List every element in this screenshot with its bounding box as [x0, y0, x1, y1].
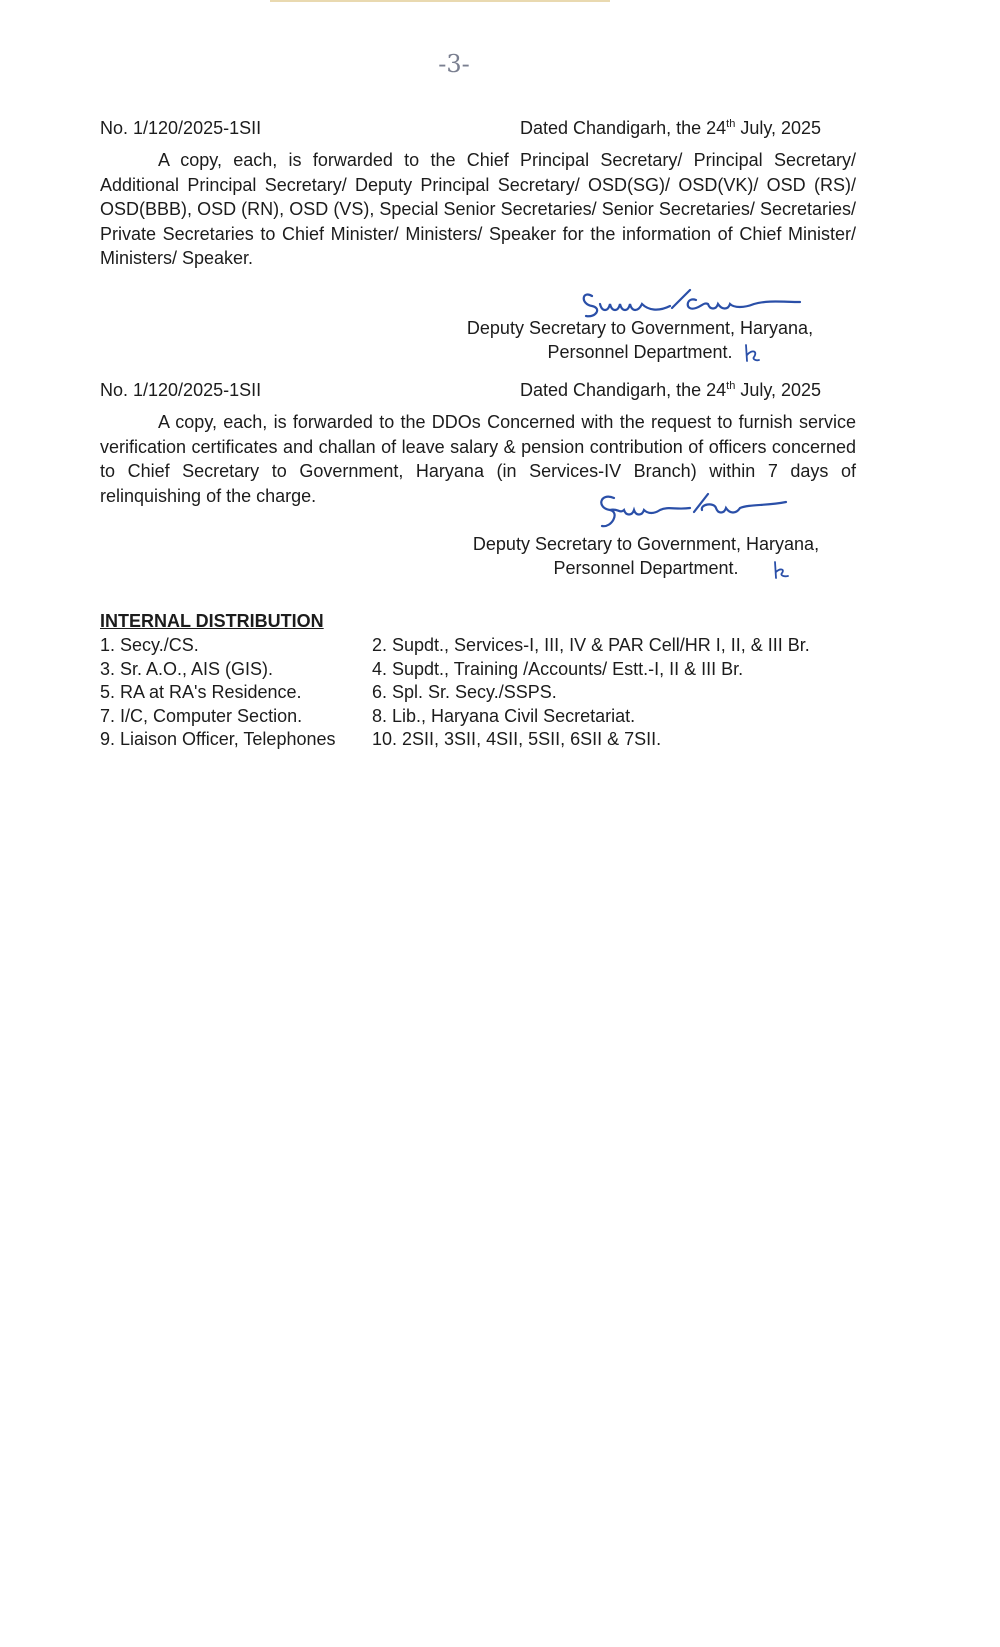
- memo-date: Dated Chandigarh, the 24th July, 2025: [520, 380, 822, 400]
- internal-distribution-list: [100, 634, 810, 752]
- list-item: 5. RA at RA's Residence. 6. Spl. Sr. Secy./SSPS.: [100, 682, 557, 702]
- signatory-designation: Deputy Secretary to Government, Haryana, Personnel Department.: [472, 534, 820, 578]
- signatory-designation: Deputy Secretary to Government, Haryana, Personnel Department.: [466, 318, 814, 362]
- scan-edge-line: [270, 0, 610, 2]
- memo-body: A copy, each, is forwarded to the Chief Principal Secretary/ Principal Secretary/ Additional Principal Secretary/ Deputy Principal Secretary/ OSD(SG)/ OSD(VK)/ OSD (RS)/ OSD(BBB), OSD (RN), OSD (VS), Special Senior Secretaries/ Senior Secretaries/ Secretaries/ Private Secretaries to Chief Minister/ Ministers/ Speaker for the information of Chief Minister/ Ministers/ Speaker.: [100, 150, 856, 268]
- page-number: -3-: [438, 50, 470, 78]
- memo-number: No. 1/120/2025-1SII: [100, 380, 262, 400]
- list-item: 7. I/C, Computer Section. 8. Lib., Haryana Civil Secretariat.: [100, 705, 636, 726]
- list-item: 3. Sr. A.O., AIS (GIS). 4. Supdt., Training /Accounts/ Estt.-I, II & III Br.: [100, 658, 744, 679]
- list-item: 9. Liaison Officer, Telephones 10. 2SII, 3SII, 4SII, 5SII, 6SII & 7SII.: [100, 729, 662, 749]
- internal-distribution-heading: INTERNAL DISTRIBUTION: [100, 611, 324, 631]
- memo-number: No. 1/120/2025-1SII: [100, 118, 262, 138]
- handwritten-signature-2: [590, 488, 830, 538]
- list-item: 1. Secy./CS. 2. Supdt., Services-I, III, IV & PAR Cell/HR I, II, & III Br.: [100, 635, 810, 655]
- initial-mark-2: [768, 560, 790, 582]
- initial-mark-1: [740, 343, 762, 365]
- memo-body: A copy, each, is forwarded to the DDOs Concerned with the request to furnish service verification certificates and challan of leave salary & pension contribution of officers concerned to Chief Secretary to Government, Haryana (in Services-IV Branch) within 7 days of relinquishing of the charge.: [100, 412, 856, 506]
- memo-date: Dated Chandigarh, the 24th July, 2025: [520, 118, 822, 138]
